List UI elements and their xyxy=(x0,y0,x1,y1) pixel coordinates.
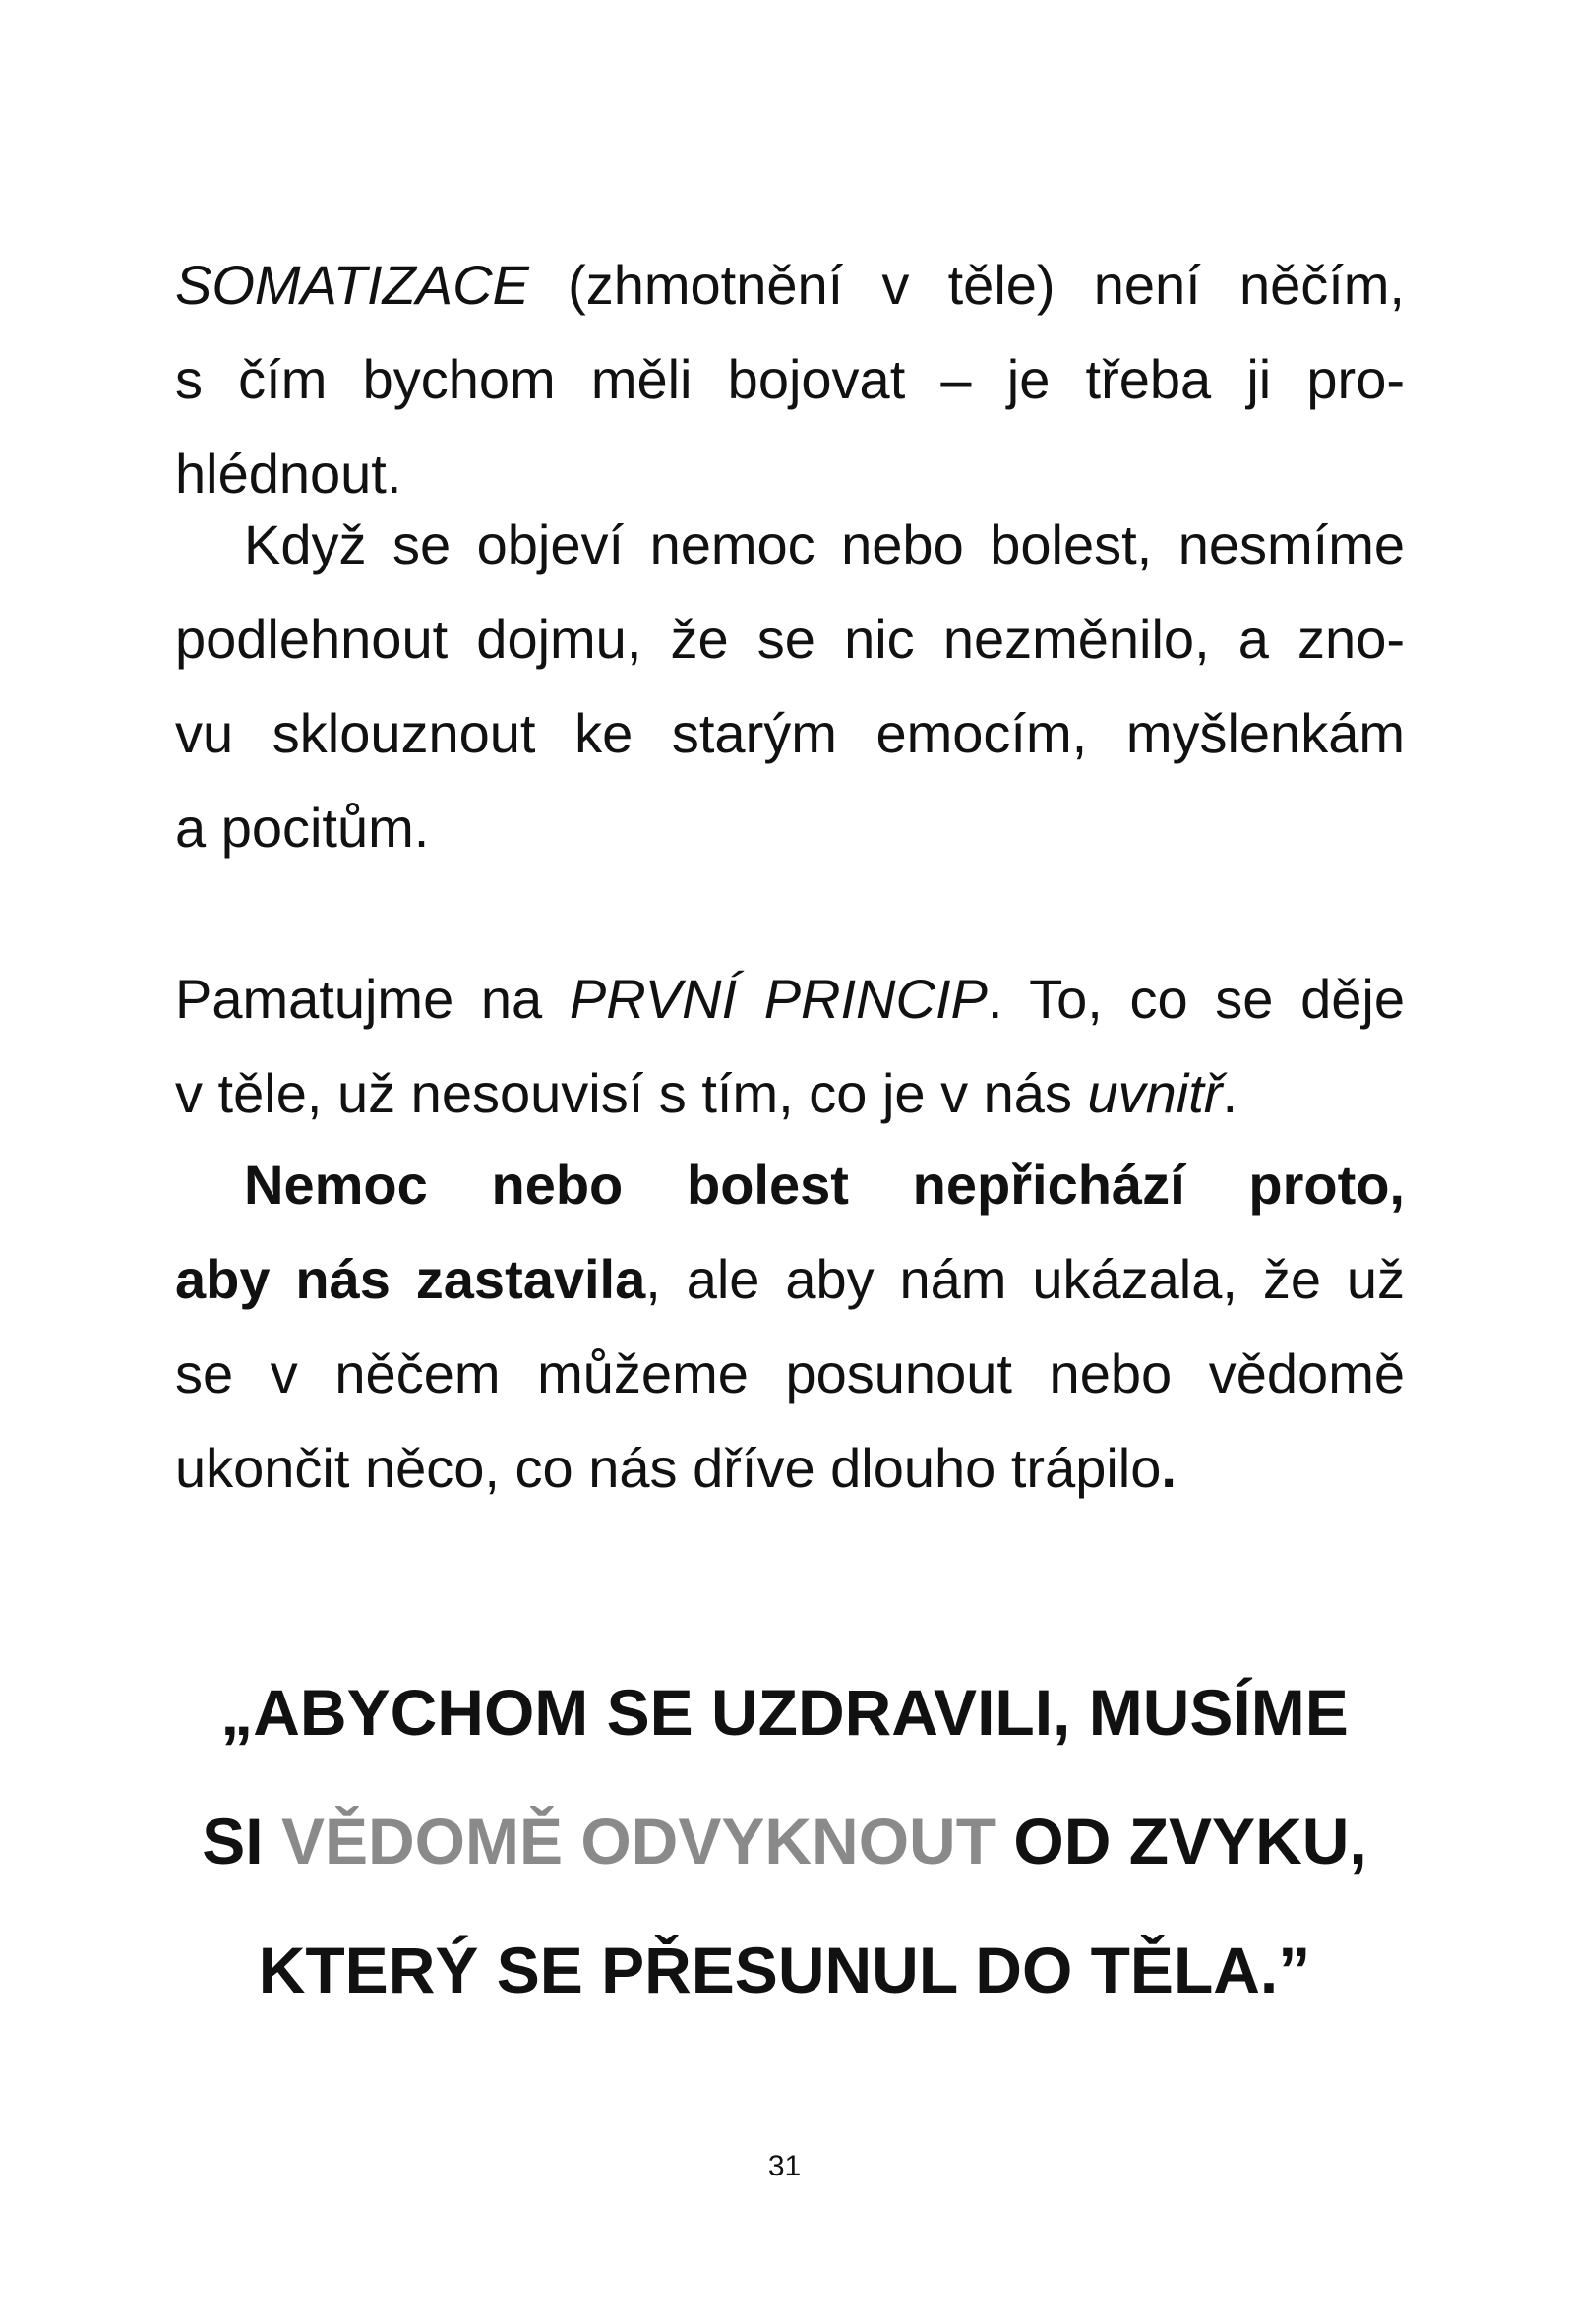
quote-line: KTERÝ SE PŘESUNUL DO TĚLA.” xyxy=(258,1934,1311,2006)
text-span: Pamatujme na xyxy=(175,968,570,1030)
term-uvnitr: uvnitř xyxy=(1087,1062,1223,1124)
text-span: ukončit něco, co nás dříve dlouho trápilo xyxy=(175,1437,1162,1499)
term-somatizace: SOMATIZACE xyxy=(175,254,529,316)
term-prvni-princip: PRVNÍ PRINCIP xyxy=(569,968,988,1030)
quote-highlight: VĚDOMĚ ODVYKNOUT xyxy=(280,1805,996,1877)
paragraph-somatizace xyxy=(175,238,1405,521)
paragraph-line: s čím bychom měli bojovat – je třeba ji pro- xyxy=(175,348,1405,410)
paragraph-line: Když se objeví nemoc nebo bolest, nesmíme xyxy=(244,513,1405,575)
paragraph-line: se v něčem můžeme posunout nebo vědomě xyxy=(175,1342,1405,1404)
text-span: (zhmotnění v těle) není něčím, xyxy=(528,254,1405,316)
page-number: 31 xyxy=(767,2150,802,2182)
paragraph-line xyxy=(175,952,1405,1046)
paragraph-line xyxy=(175,1046,1405,1141)
paragraph-kdyz-se-objevi xyxy=(175,498,1405,875)
text-span: OD ZVYKU, xyxy=(996,1805,1367,1877)
paragraph-line: hlédnout. xyxy=(175,443,402,505)
quote-line xyxy=(0,1777,1569,1906)
paragraph-line: Nemoc nebo bolest nepřichází proto, xyxy=(244,1154,1405,1216)
pull-quote xyxy=(0,1648,1569,2035)
emphasis-period: . xyxy=(1161,1437,1177,1499)
text-span: v těle, už nesouvisí s tím, co je v nás xyxy=(175,1062,1088,1124)
paragraph-line xyxy=(175,1421,1405,1516)
emphasis-text: aby nás zastavila xyxy=(175,1248,646,1310)
paragraph-line: podlehnout dojmu, že se nic nezměnilo, a zno- xyxy=(175,608,1405,670)
text-span: . xyxy=(1222,1062,1237,1124)
paragraph-nemoc-nebo-bolest xyxy=(175,1138,1405,1516)
quote-line: „ABYCHOM SE UZDRAVILI, MUSÍME xyxy=(220,1676,1349,1749)
paragraph-line xyxy=(175,1232,1405,1327)
paragraph-line xyxy=(175,238,1405,332)
paragraph-line: a pocitům. xyxy=(175,797,430,859)
paragraph-pamatujme xyxy=(175,952,1405,1141)
text-span: , ale aby nám ukázala, že už xyxy=(645,1248,1405,1310)
text-span: SI xyxy=(202,1805,281,1877)
text-span: . To, co se děje xyxy=(987,968,1405,1030)
paragraph-line: vu sklouznout ke starým emocím, myšlenkám xyxy=(175,702,1405,764)
